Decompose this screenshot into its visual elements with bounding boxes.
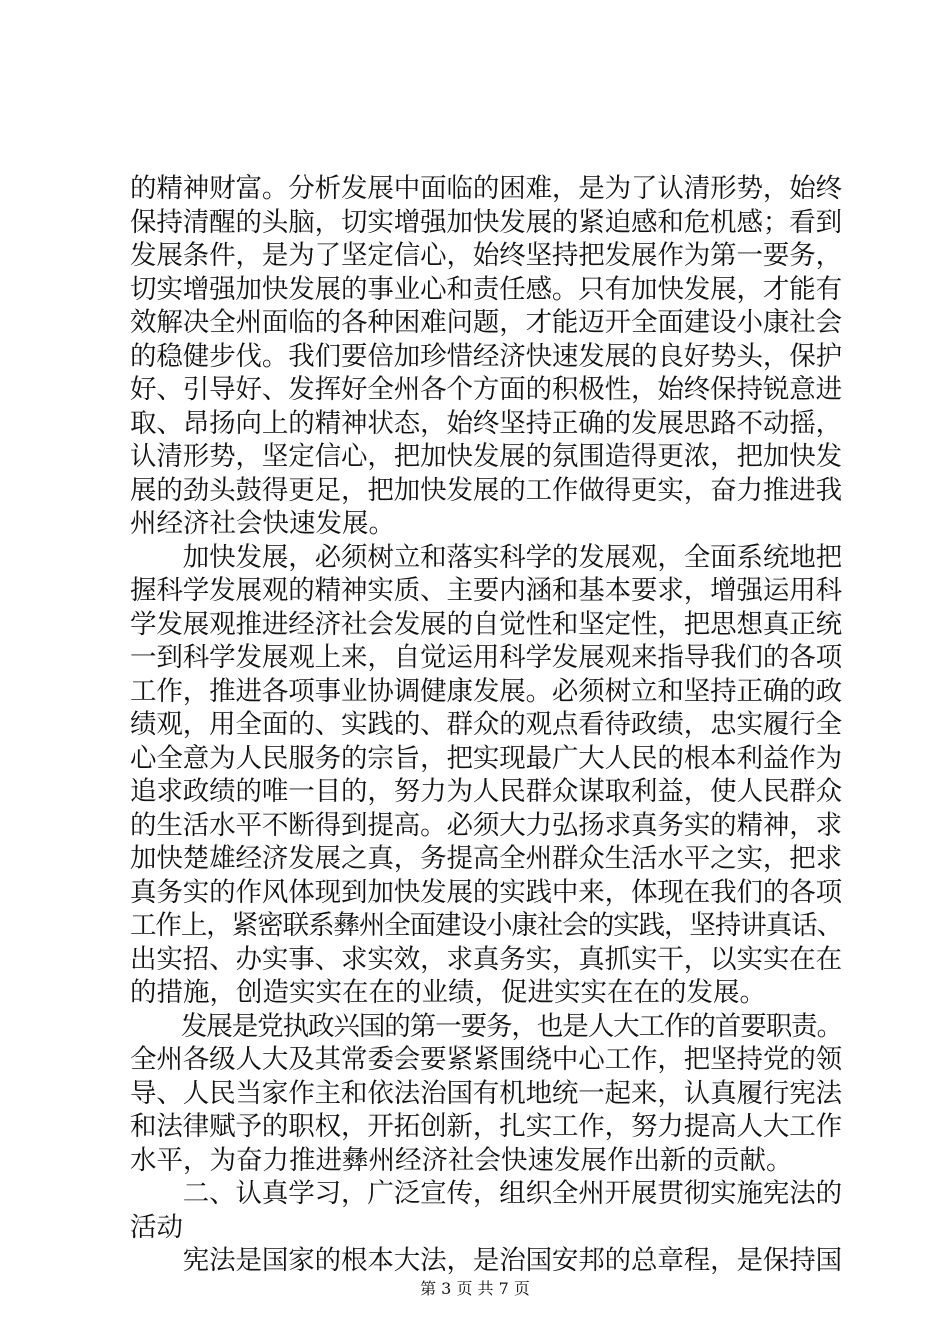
text-line: 取、昂扬向上的精神状态，始终坚持正确的发展思路不动摇， (130, 407, 842, 439)
text-line: 州经济社会快速发展。 (130, 508, 395, 539)
text-line: 和法律赋予的职权，开拓创新，扎实工作，努力提高人大工作 (130, 1111, 842, 1142)
text-line: 宪法是国家的根本大法，是治国安邦的总章程，是保持国 (130, 1245, 842, 1276)
text-line: 的措施，创造实实在在的业绩，促进实实在在的发展。 (130, 977, 766, 1008)
page-footer: 第 3 页 共 7 页 (420, 1279, 530, 1298)
text-line: 工作，推进各项事业协调健康发展。必须树立和坚持正确的政 (130, 675, 842, 707)
text-line: 效解决全州面临的各种困难问题，才能迈开全面建设小康社会 (130, 307, 842, 338)
text-line: 加快发展，必须树立和落实科学的发展观，全面系统地把 (130, 541, 842, 573)
text-line: 一到科学发展观上来，自觉运用科学发展观来指导我们的各项 (130, 642, 842, 673)
text-line: 的精神财富。分析发展中面临的困难，是为了认清形势，始终 (130, 173, 842, 204)
text-line: 全州各级人大及其常委会要紧紧围绕中心工作，把坚持党的领 (130, 1044, 842, 1075)
text-line: 认清形势，坚定信心，把加快发展的氛围造得更浓，把加快发 (130, 441, 842, 472)
text-line: 二、认真学习，广泛宣传，组织全州开展贯彻实施宪法的 (130, 1178, 842, 1209)
text-line: 发展是党执政兴国的第一要务，也是人大工作的首要职责。 (130, 1010, 842, 1042)
text-line: 真务实的作风体现到加快发展的实践中来，体现在我们的各项 (130, 876, 842, 908)
text-line: 的生活水平不断得到提高。必须大力弘扬求真务实的精神，求 (130, 809, 842, 841)
text-line: 加快楚雄经济发展之真，务提高全州群众生活水平之实，把求 (130, 843, 842, 874)
text-line: 追求政绩的唯一目的，努力为人民群众谋取利益，使人民群众 (130, 776, 842, 807)
text-line: 发展条件，是为了坚定信心，始终坚持把发展作为第一要务， (130, 240, 842, 271)
text-line: 好、引导好、发挥好全州各个方面的积极性，始终保持锐意进 (130, 374, 842, 405)
text-line: 出实招、办实事、求实效，求真务实，真抓实干，以实实在在 (130, 943, 842, 975)
text-line: 保持清醒的头脑，切实增强加快发展的紧迫感和危机感；看到 (130, 206, 842, 238)
text-line: 的稳健步伐。我们要倍加珍惜经济快速发展的良好势头，保护 (130, 340, 842, 372)
text-line: 活动 (130, 1211, 183, 1243)
document-body (130, 172, 842, 1278)
text-line: 学发展观推进经济社会发展的自觉性和坚定性，把思想真正统 (130, 608, 842, 640)
text-line: 工作上，紧密联系彝州全面建设小康社会的实践，坚持讲真话、 (130, 910, 842, 941)
text-line: 切实增强加快发展的事业心和责任感。只有加快发展，才能有 (130, 273, 842, 305)
text-line: 展的劲头鼓得更足，把加快发展的工作做得更实，奋力推进我 (130, 474, 842, 506)
text-line: 水平，为奋力推进彝州经济社会快速发展作出新的贡献。 (130, 1144, 793, 1176)
text-line: 握科学发展观的精神实质、主要内涵和基本要求，增强运用科 (130, 575, 842, 606)
text-line: 导、人民当家作主和依法治国有机地统一起来，认真履行宪法 (130, 1077, 842, 1109)
text-line: 绩观，用全面的、实践的、群众的观点看待政绩，忠实履行全 (130, 709, 842, 740)
text-line: 心全意为人民服务的宗旨，把实现最广大人民的根本利益作为 (130, 742, 842, 774)
